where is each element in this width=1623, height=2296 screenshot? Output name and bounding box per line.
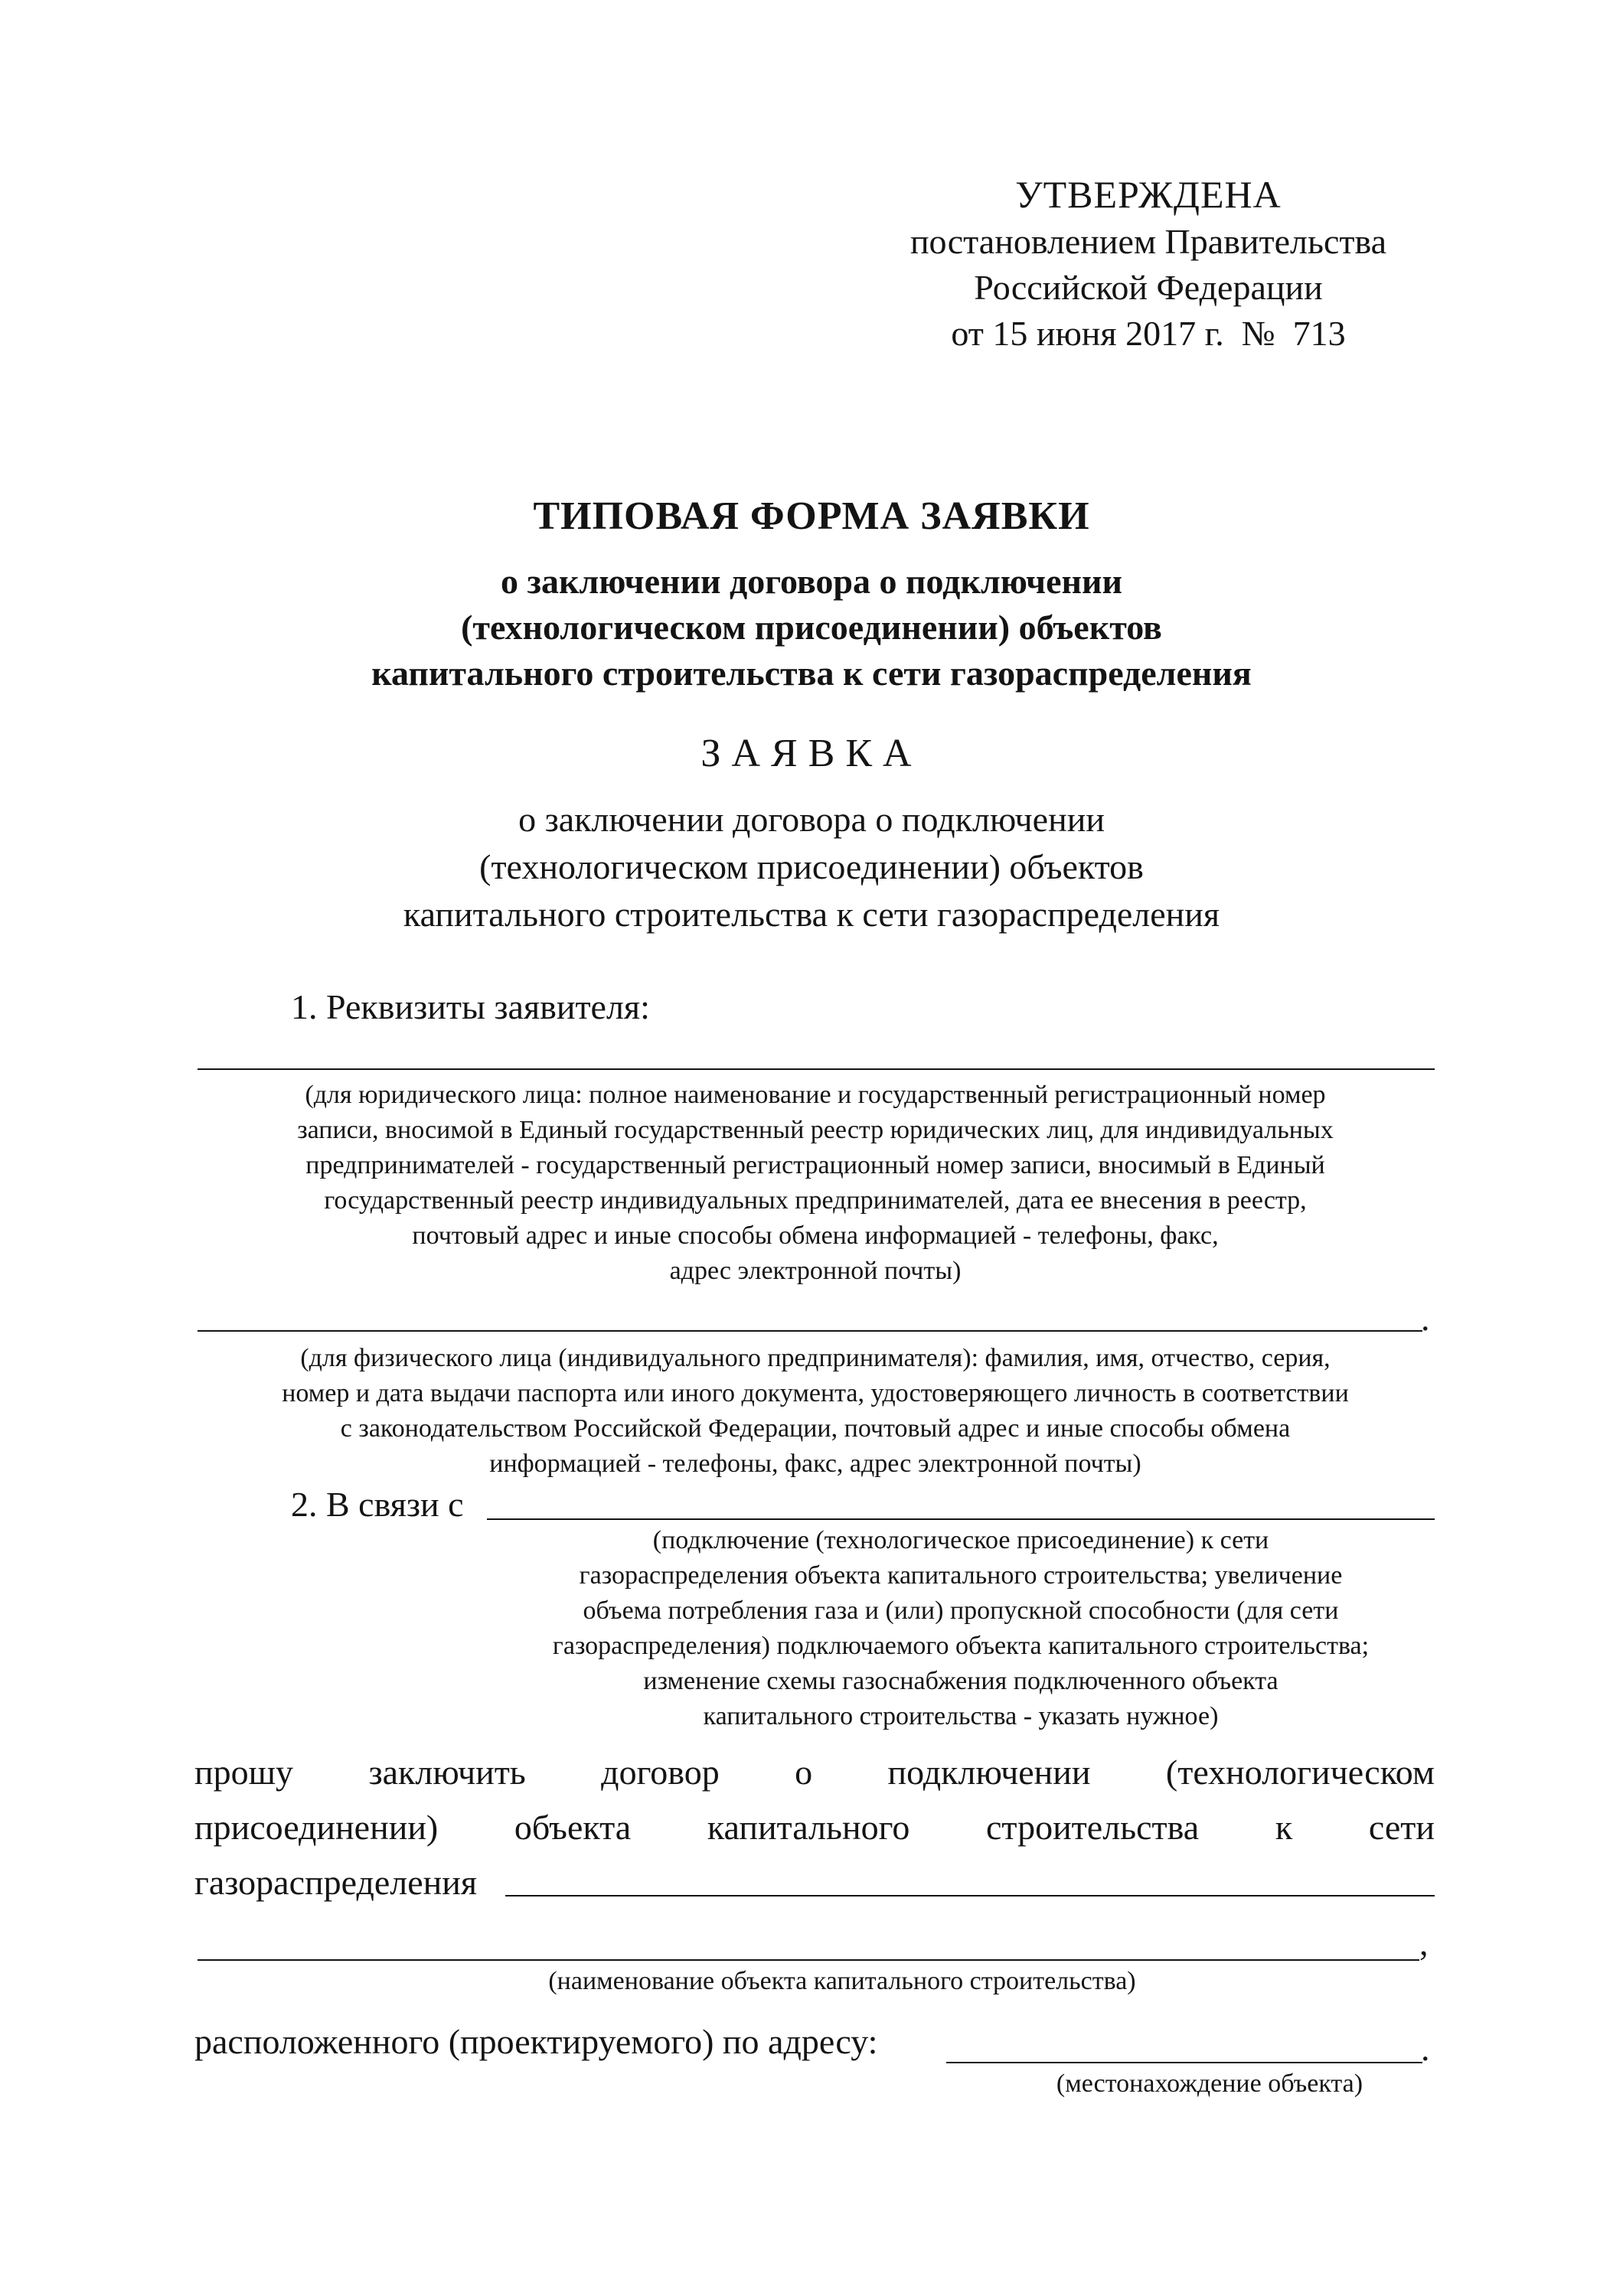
request-line-2 [194,1803,1435,1852]
object-name-note: (наименование объекта капитального строительства) [548,1967,1136,1995]
individual-note [168,1341,1462,1482]
word: о [795,1753,813,1792]
object-name-line-1[interactable] [505,1895,1435,1896]
note-line: номер и дата выдачи паспорта или иного документа, удостоверяющего личность в соответствии [282,1379,1349,1407]
applicant-details-line-1[interactable] [198,1068,1435,1070]
application-block [230,727,1393,938]
approval-line: Российской Федерации [974,268,1323,307]
section2-label: 2. В связи с [291,1485,464,1524]
note-line: (для физического лица (индивидуального предпринимателя): фамилия, имя, отчество, серия, [300,1344,1331,1372]
note-line: государственный реестр индивидуальных предпринимателей, дата ее внесения в реестр, [324,1186,1307,1215]
note-line: газораспределения) подключаемого объекта капитального строительства; [552,1632,1370,1660]
note-line: информацией - телефоны, факс, адрес электронной почты) [489,1450,1141,1478]
word: сети [1368,1808,1435,1847]
application-subtitle-line: о заключении договора о подключении [518,800,1105,839]
request-paragraph [194,1748,1435,1907]
location-note: (местонахождение объекта) [1056,2069,1363,2098]
note-line: газораспределения объекта капитального строительства; увеличение [579,1561,1343,1590]
legal-entity-note [168,1078,1462,1289]
word: строительства [985,1808,1200,1847]
form-title-block [230,490,1393,696]
word: присоединении) [194,1808,439,1847]
form-subtitle-line: (технологическом присоединении) объектов [461,608,1162,647]
reason-note [475,1523,1447,1734]
section1-label: 1. Реквизиты заявителя: [291,987,650,1026]
note-line: объема потребления газа и (или) пропускной способности (для сети [583,1596,1339,1625]
note-line: (подключение (технологическое присоединение) к сети [652,1526,1269,1554]
approval-line: от 15 июня 2017 г. № 713 [951,314,1346,353]
word: подключении [887,1753,1091,1792]
note-line: предпринимателей - государственный регистрационный номер записи, вносимый в Единый [305,1151,1325,1179]
word: объекта [514,1808,632,1847]
line-end-comma: , [1419,1923,1429,1962]
note-line: почтовый адрес и иные способы обмена информацией - телефоны, факс, [412,1221,1219,1250]
application-heading: ЗАЯВКА [700,732,923,775]
applicant-details-line-2[interactable] [198,1330,1422,1332]
line-end-period: . [1421,1299,1430,1338]
approval-line: постановлением Правительства [909,222,1387,261]
word: прошу [194,1753,294,1792]
note-line: (для юридического лица: полное наименование и государственный регистрационный номер [305,1081,1326,1109]
application-subtitle-line: (технологическом присоединении) объектов [479,847,1144,886]
word: капитального [707,1808,910,1847]
request-line-3 [194,1858,1435,1907]
application-subtitle-line: капитального строительства к сети газораспределения [403,895,1220,934]
object-name-line-2[interactable] [198,1959,1419,1961]
approval-block [857,170,1439,357]
word: к [1275,1808,1293,1847]
note-line: адрес электронной почты) [669,1257,962,1285]
form-title: ТИПОВАЯ ФОРМА ЗАЯВКИ [533,494,1090,538]
address-end-period: . [1421,2029,1430,2068]
form-subtitle-line: о заключении договора о подключении [500,562,1123,601]
form-subtitle [230,559,1393,696]
application-subtitle [230,796,1393,938]
request-line-1 [194,1748,1435,1797]
word: (технологическом [1165,1753,1435,1792]
note-line: изменение схемы газоснабжения подключенного объекта [643,1667,1278,1695]
address-line[interactable] [946,2062,1422,2063]
note-line: с законодательством Российской Федерации, почтовый адрес и иные способы обмена [340,1414,1291,1443]
word: газораспределения [194,1863,478,1902]
word: заключить [368,1753,526,1792]
word: договор [601,1753,720,1792]
address-label: расположенного (проектируемого) по адресу: [194,2022,878,2061]
reason-line[interactable] [487,1518,1435,1520]
note-line: записи, вносимой в Единый государственный реестр юридических лиц, для индивидуальных [297,1116,1334,1144]
form-subtitle-line: капитального строительства к сети газораспределения [371,654,1252,693]
note-line: капитального строительства - указать нужное) [703,1702,1219,1730]
approval-heading: УТВЕРЖДЕНА [1015,173,1282,216]
